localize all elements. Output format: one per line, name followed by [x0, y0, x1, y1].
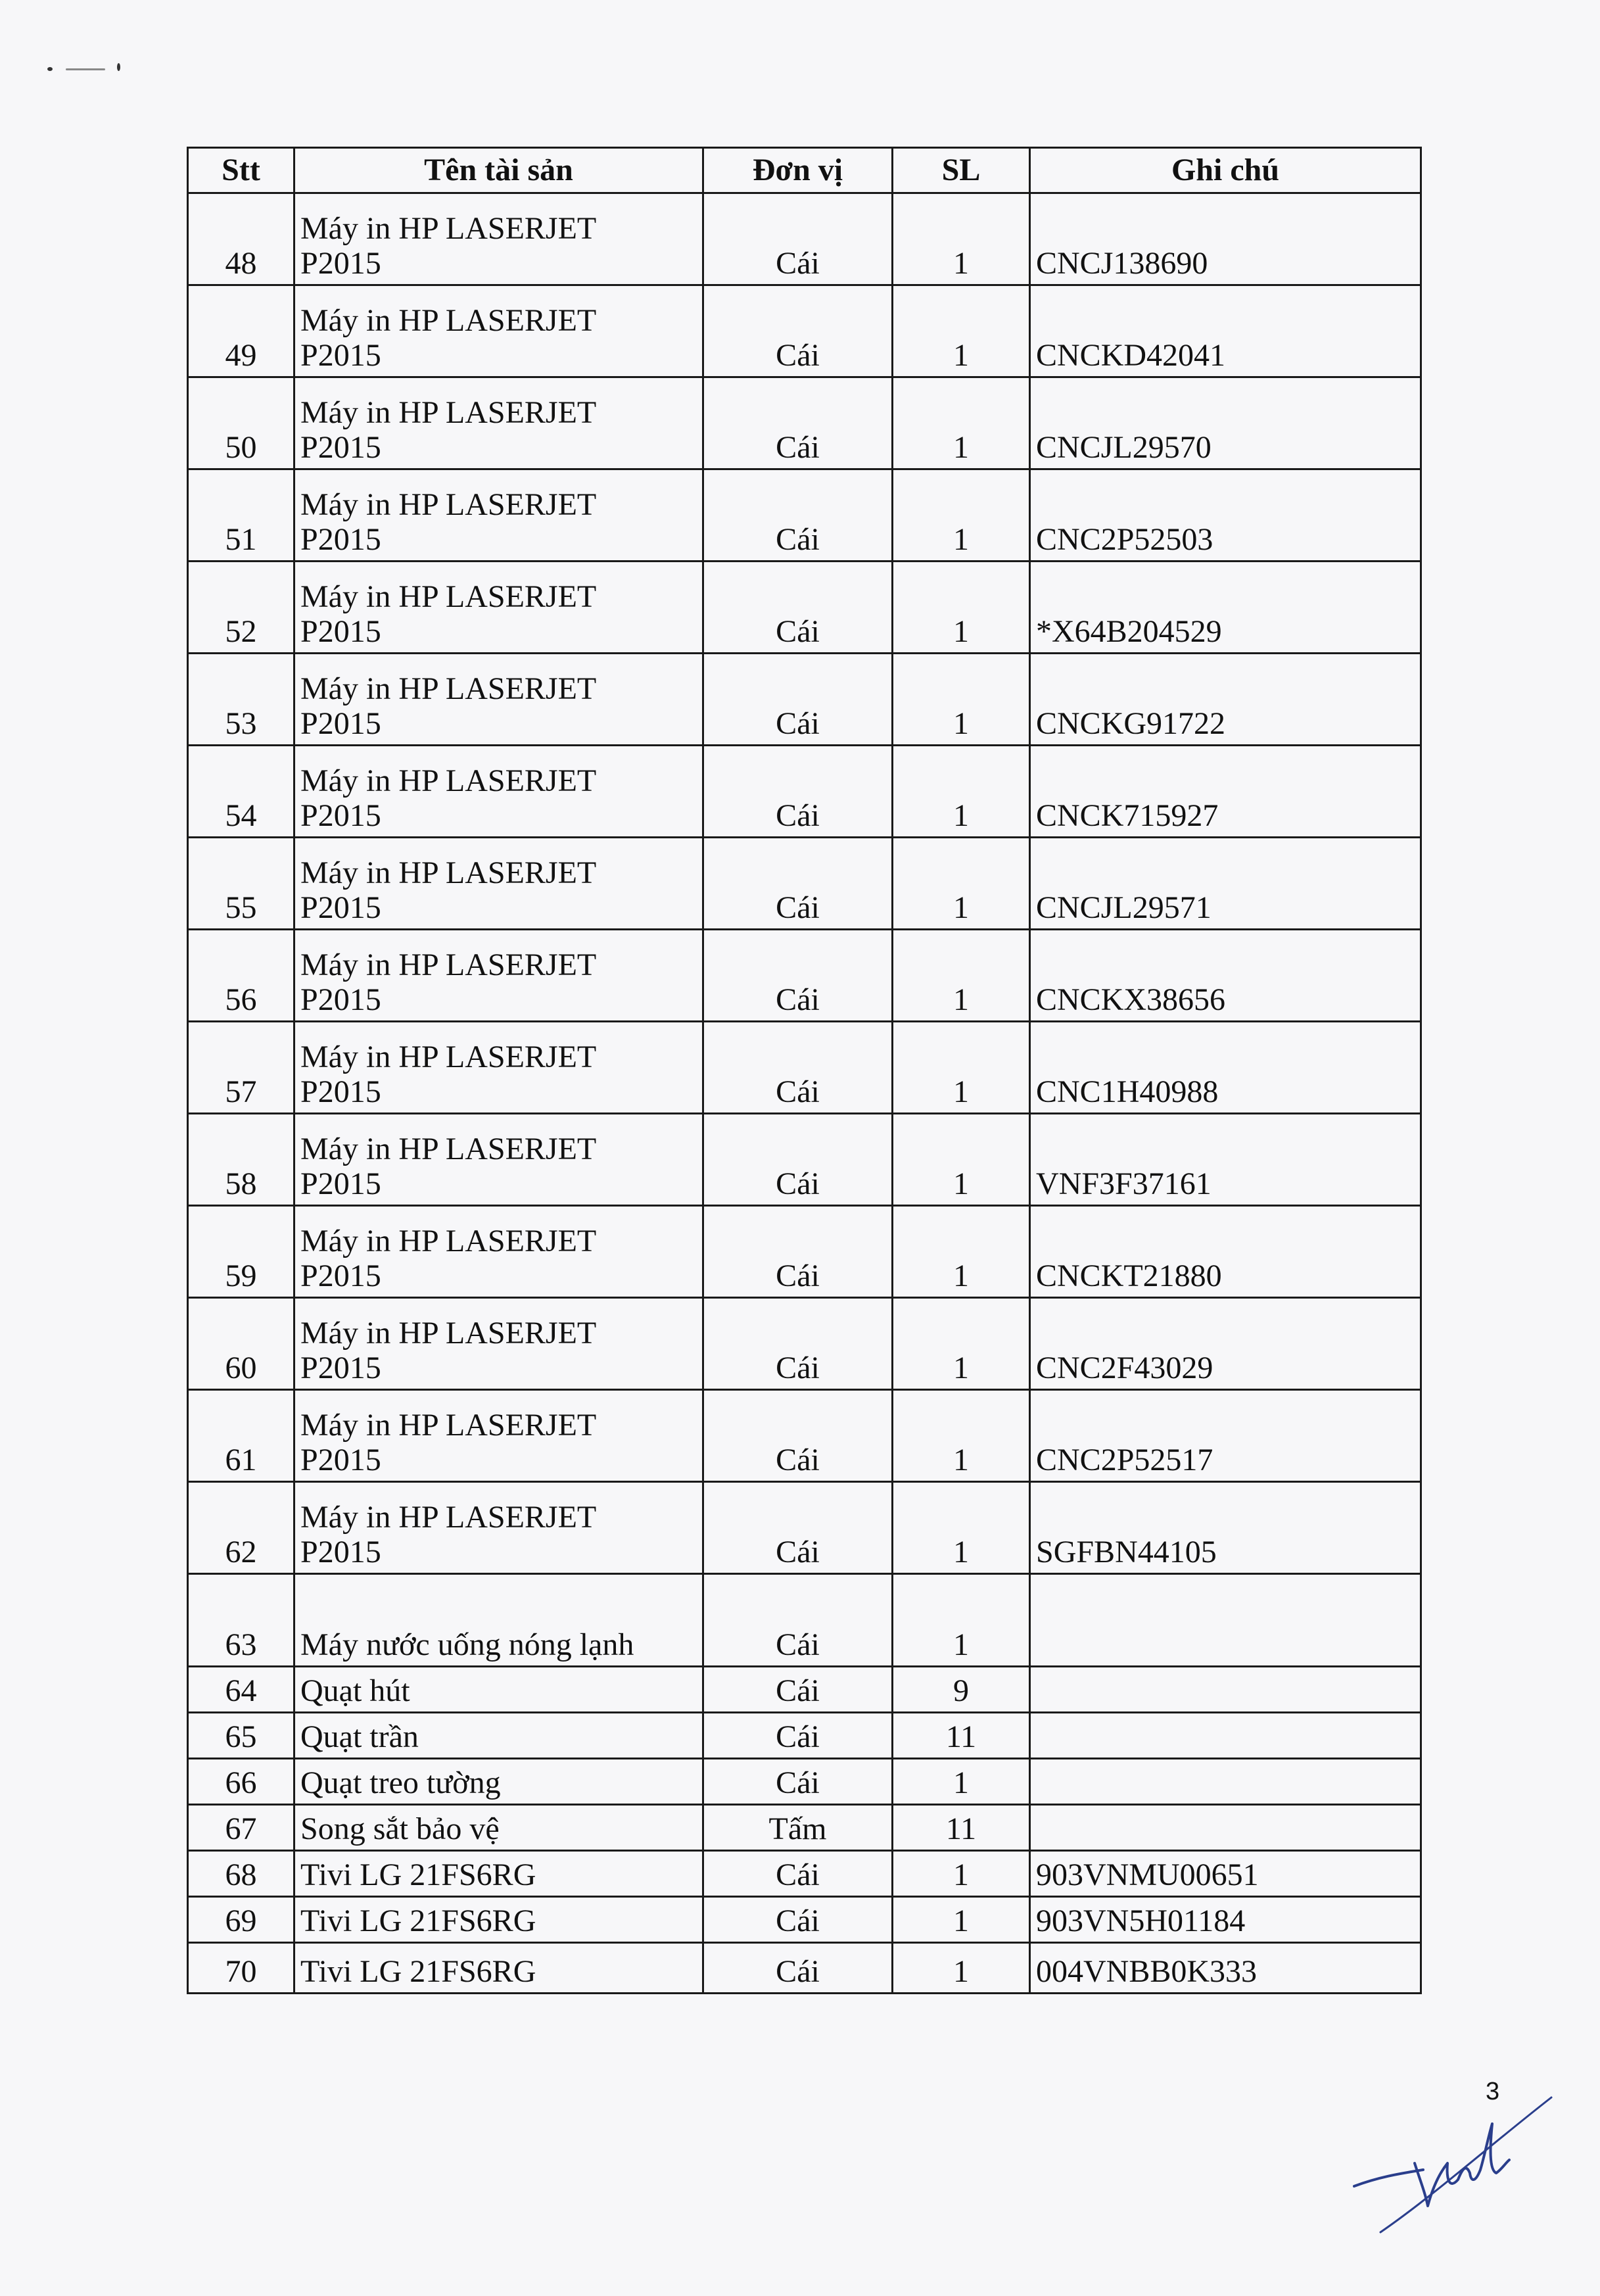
- cell-qty: 1: [893, 1897, 1030, 1943]
- cell-unit: Cái: [703, 1759, 893, 1805]
- name-line2: P2015: [300, 890, 381, 926]
- cell-unit: Cái: [703, 746, 893, 838]
- cell-unit: Cái: [703, 1022, 893, 1114]
- cell-note: [1030, 1713, 1421, 1759]
- name-line1: Máy in HP LASERJET: [300, 947, 597, 983]
- cell-note: *X64B204529: [1030, 562, 1421, 654]
- table-row: [188, 1114, 1421, 1206]
- cell-unit: Cái: [703, 469, 893, 562]
- cell-qty: 1: [893, 1390, 1030, 1482]
- header-unit: Đơn vị: [703, 148, 893, 193]
- scan-speck: [66, 68, 105, 70]
- table-row: [188, 1759, 1421, 1805]
- cell-name: [294, 469, 703, 562]
- cell-qty: 1: [893, 1851, 1030, 1897]
- cell-note: 903VN5H01184: [1030, 1897, 1421, 1943]
- table-row: [188, 193, 1421, 285]
- name-line1: Máy in HP LASERJET: [300, 211, 597, 247]
- cell-name: Song sắt bảo vệ: [294, 1805, 703, 1851]
- cell-unit: Cái: [703, 1851, 893, 1897]
- cell-unit: Cái: [703, 285, 893, 377]
- cell-name: Quạt treo tường: [294, 1759, 703, 1805]
- scan-speck: [117, 63, 120, 71]
- cell-name: [294, 1482, 703, 1574]
- cell-qty: 1: [893, 1114, 1030, 1206]
- cell-unit: Cái: [703, 1390, 893, 1482]
- name-line2: P2015: [300, 1535, 381, 1570]
- cell-stt: 56: [188, 930, 294, 1022]
- cell-name: [294, 1114, 703, 1206]
- cell-stt: 58: [188, 1114, 294, 1206]
- table-row: [188, 1022, 1421, 1114]
- name-line2: P2015: [300, 982, 381, 1018]
- cell-qty: 1: [893, 1574, 1030, 1667]
- cell-name: Tivi LG 21FS6RG: [294, 1943, 703, 1994]
- cell-stt: 57: [188, 1022, 294, 1114]
- cell-note: SGFBN44105: [1030, 1482, 1421, 1574]
- cell-unit: Cái: [703, 1943, 893, 1994]
- cell-name: [294, 1390, 703, 1482]
- cell-stt: 67: [188, 1805, 294, 1851]
- asset-table: [187, 147, 1422, 1994]
- table-row: [188, 1390, 1421, 1482]
- cell-stt: 50: [188, 377, 294, 469]
- cell-name: [294, 838, 703, 930]
- name-line1: Máy in HP LASERJET: [300, 1316, 597, 1351]
- cell-stt: 52: [188, 562, 294, 654]
- table-row: [188, 1713, 1421, 1759]
- scan-speck: [47, 67, 53, 71]
- cell-stt: 53: [188, 654, 294, 746]
- cell-stt: 61: [188, 1390, 294, 1482]
- table-row: [188, 285, 1421, 377]
- table-row: [188, 1574, 1421, 1667]
- cell-stt: 65: [188, 1713, 294, 1759]
- cell-note: CNCJL29570: [1030, 377, 1421, 469]
- cell-note: [1030, 1574, 1421, 1667]
- cell-qty: 11: [893, 1713, 1030, 1759]
- cell-stt: 59: [188, 1206, 294, 1298]
- name-line1: Máy in HP LASERJET: [300, 579, 597, 615]
- table-row: [188, 1667, 1421, 1713]
- header-name: Tên tài sản: [294, 148, 703, 193]
- table-row: [188, 377, 1421, 469]
- cell-note: CNC1H40988: [1030, 1022, 1421, 1114]
- cell-qty: 1: [893, 193, 1030, 285]
- cell-stt: 68: [188, 1851, 294, 1897]
- name-line2: P2015: [300, 1258, 381, 1294]
- cell-unit: Cái: [703, 1298, 893, 1390]
- cell-note: CNCK715927: [1030, 746, 1421, 838]
- cell-stt: 60: [188, 1298, 294, 1390]
- cell-qty: 1: [893, 1482, 1030, 1574]
- header-qty: SL: [893, 148, 1030, 193]
- name-line2: P2015: [300, 798, 381, 834]
- name-line1: Máy in HP LASERJET: [300, 1408, 597, 1443]
- cell-note: CNC2F43029: [1030, 1298, 1421, 1390]
- cell-unit: Cái: [703, 377, 893, 469]
- cell-note: CNCKX38656: [1030, 930, 1421, 1022]
- cell-name: [294, 285, 703, 377]
- cell-note: CNCKT21880: [1030, 1206, 1421, 1298]
- cell-name: [294, 562, 703, 654]
- cell-note: 903VNMU00651: [1030, 1851, 1421, 1897]
- cell-name: Quạt trần: [294, 1713, 703, 1759]
- cell-qty: 1: [893, 1206, 1030, 1298]
- name-line2: P2015: [300, 246, 381, 281]
- cell-qty: 1: [893, 285, 1030, 377]
- cell-unit: Tấm: [703, 1805, 893, 1851]
- cell-unit: Cái: [703, 562, 893, 654]
- cell-qty: 1: [893, 1298, 1030, 1390]
- name-line1: Máy in HP LASERJET: [300, 763, 597, 799]
- cell-qty: 1: [893, 746, 1030, 838]
- table-row: [188, 1851, 1421, 1897]
- name-line1: Máy in HP LASERJET: [300, 487, 597, 523]
- cell-note: [1030, 1667, 1421, 1713]
- cell-note: CNCJL29571: [1030, 838, 1421, 930]
- cell-name: [294, 930, 703, 1022]
- cell-unit: Cái: [703, 1574, 893, 1667]
- cell-unit: Cái: [703, 1482, 893, 1574]
- page-number: 3: [1486, 2078, 1500, 2105]
- cell-name: [294, 1206, 703, 1298]
- cell-unit: Cái: [703, 838, 893, 930]
- table-row: [188, 1805, 1421, 1851]
- cell-qty: 1: [893, 654, 1030, 746]
- cell-stt: 63: [188, 1574, 294, 1667]
- name-line1: Máy in HP LASERJET: [300, 303, 597, 339]
- table-row: [188, 1897, 1421, 1943]
- cell-note: CNCKD42041: [1030, 285, 1421, 377]
- cell-unit: Cái: [703, 1897, 893, 1943]
- cell-unit: Cái: [703, 1206, 893, 1298]
- cell-note: CNCJ138690: [1030, 193, 1421, 285]
- cell-name: Tivi LG 21FS6RG: [294, 1897, 703, 1943]
- table-row: [188, 746, 1421, 838]
- table-row: [188, 1206, 1421, 1298]
- cell-qty: 1: [893, 1943, 1030, 1994]
- cell-qty: 1: [893, 838, 1030, 930]
- cell-unit: Cái: [703, 654, 893, 746]
- name-line2: P2015: [300, 1351, 381, 1386]
- cell-name: Máy nước uống nóng lạnh: [294, 1574, 703, 1667]
- table-row: [188, 1943, 1421, 1994]
- cell-stt: 69: [188, 1897, 294, 1943]
- cell-qty: 1: [893, 377, 1030, 469]
- cell-note: 004VNBB0K333: [1030, 1943, 1421, 1994]
- cell-note: VNF3F37161: [1030, 1114, 1421, 1206]
- table-row: [188, 930, 1421, 1022]
- cell-name: Quạt hút: [294, 1667, 703, 1713]
- cell-qty: 11: [893, 1805, 1030, 1851]
- cell-stt: 49: [188, 285, 294, 377]
- cell-stt: 51: [188, 469, 294, 562]
- name-line1: Máy in HP LASERJET: [300, 395, 597, 431]
- name-line1: Máy in HP LASERJET: [300, 1132, 597, 1167]
- cell-qty: 9: [893, 1667, 1030, 1713]
- table-header-row: [188, 148, 1421, 193]
- name-line2: P2015: [300, 706, 381, 742]
- handwritten-signature: [1341, 2065, 1558, 2242]
- cell-stt: 55: [188, 838, 294, 930]
- header-stt: Stt: [188, 148, 294, 193]
- cell-unit: Cái: [703, 1713, 893, 1759]
- name-line2: P2015: [300, 430, 381, 466]
- name-line2: P2015: [300, 1166, 381, 1202]
- name-line2: P2015: [300, 1074, 381, 1110]
- name-line2: P2015: [300, 614, 381, 650]
- name-line2: P2015: [300, 338, 381, 373]
- table-row: [188, 469, 1421, 562]
- table-row: [188, 654, 1421, 746]
- table-row: [188, 838, 1421, 930]
- name-line1: Máy in HP LASERJET: [300, 855, 597, 891]
- cell-qty: 1: [893, 1759, 1030, 1805]
- cell-unit: Cái: [703, 1114, 893, 1206]
- cell-unit: Cái: [703, 1667, 893, 1713]
- cell-name: [294, 1022, 703, 1114]
- cell-note: CNC2P52517: [1030, 1390, 1421, 1482]
- name-line1: Máy in HP LASERJET: [300, 1040, 597, 1075]
- name-line2: P2015: [300, 522, 381, 558]
- table-row: [188, 1482, 1421, 1574]
- table-body: [188, 193, 1421, 1994]
- cell-note: CNCKG91722: [1030, 654, 1421, 746]
- cell-qty: 1: [893, 469, 1030, 562]
- table-row: [188, 562, 1421, 654]
- cell-name: [294, 746, 703, 838]
- cell-note: CNC2P52503: [1030, 469, 1421, 562]
- cell-unit: Cái: [703, 930, 893, 1022]
- cell-name: [294, 654, 703, 746]
- cell-stt: 66: [188, 1759, 294, 1805]
- name-line1: Máy in HP LASERJET: [300, 1224, 597, 1259]
- cell-note: [1030, 1805, 1421, 1851]
- header-note: Ghi chú: [1030, 148, 1421, 193]
- table-row: [188, 1298, 1421, 1390]
- cell-name: [294, 1298, 703, 1390]
- cell-unit: Cái: [703, 193, 893, 285]
- cell-stt: 64: [188, 1667, 294, 1713]
- cell-qty: 1: [893, 1022, 1030, 1114]
- cell-qty: 1: [893, 562, 1030, 654]
- cell-stt: 62: [188, 1482, 294, 1574]
- name-line1: Máy in HP LASERJET: [300, 671, 597, 707]
- cell-name: [294, 193, 703, 285]
- cell-stt: 48: [188, 193, 294, 285]
- cell-name: Tivi LG 21FS6RG: [294, 1851, 703, 1897]
- cell-stt: 54: [188, 746, 294, 838]
- cell-name: [294, 377, 703, 469]
- name-line1: Máy in HP LASERJET: [300, 1500, 597, 1535]
- name-line2: P2015: [300, 1443, 381, 1478]
- cell-stt: 70: [188, 1943, 294, 1994]
- cell-qty: 1: [893, 930, 1030, 1022]
- cell-note: [1030, 1759, 1421, 1805]
